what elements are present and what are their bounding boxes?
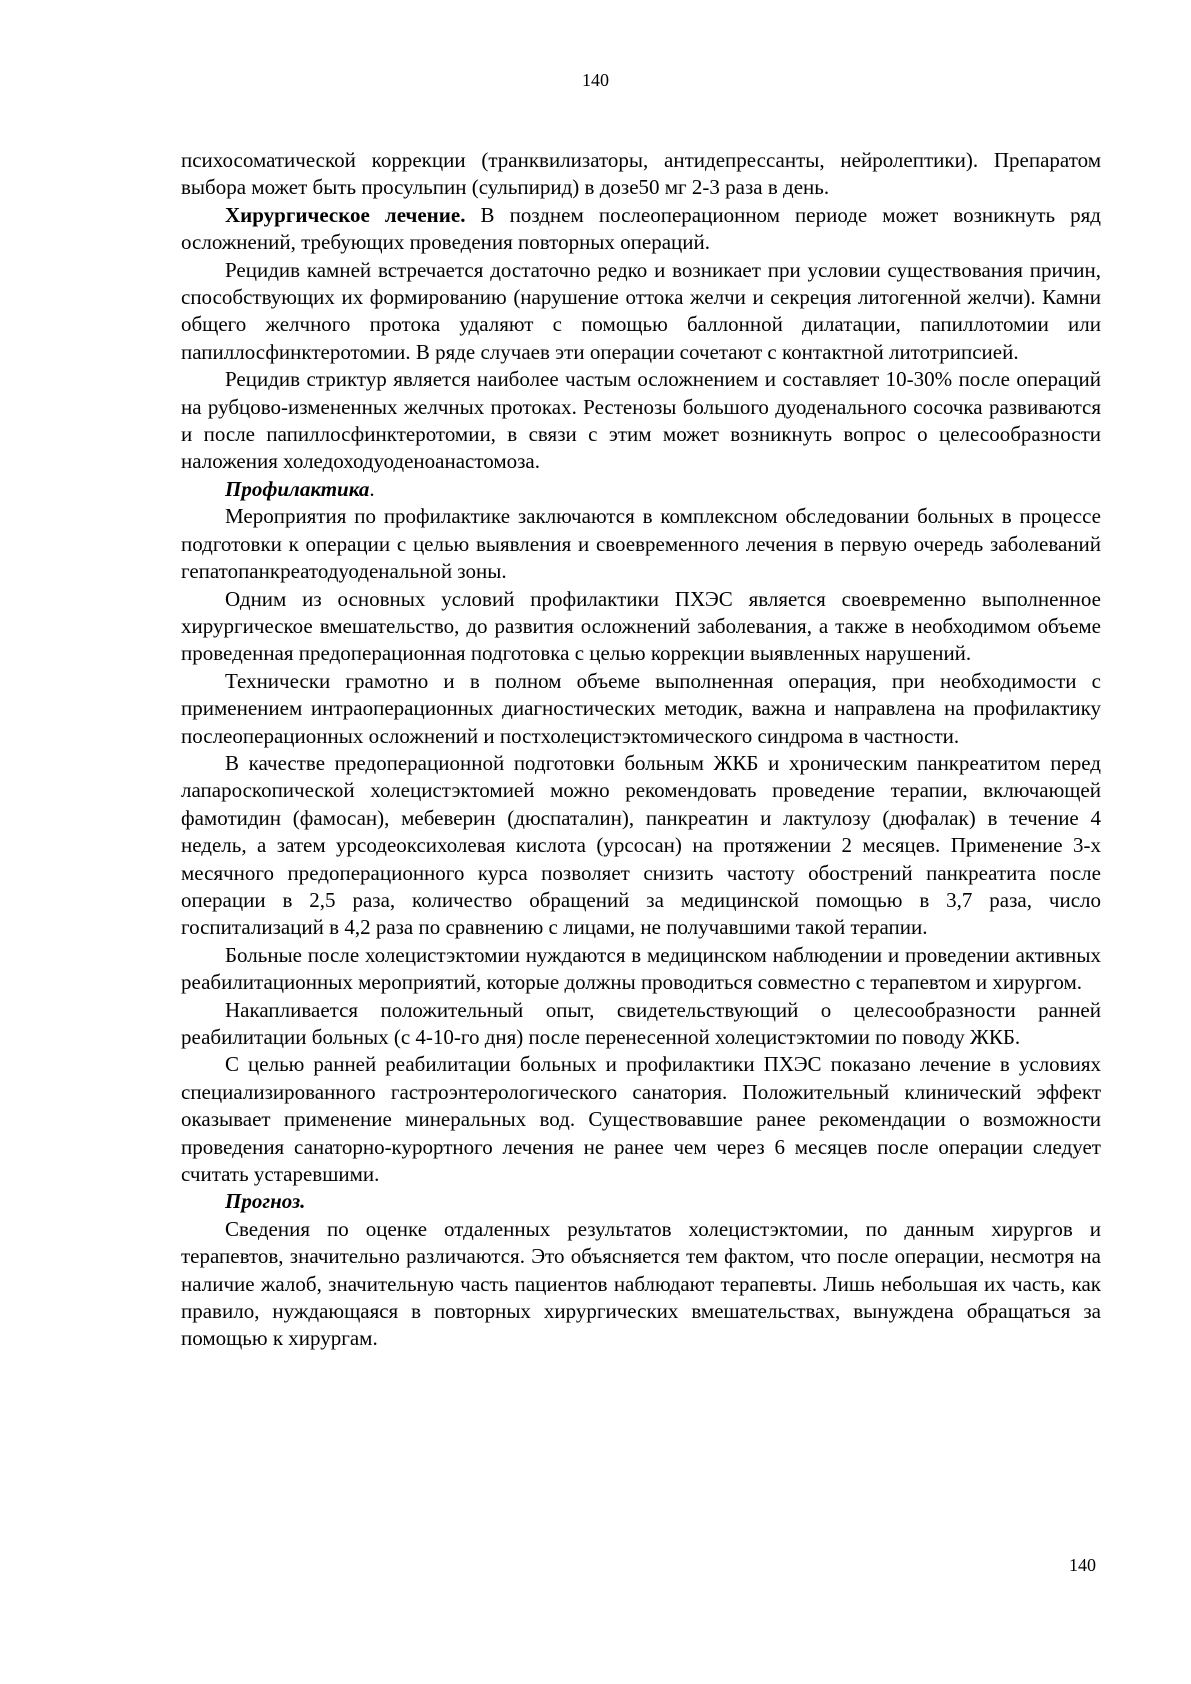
page-number-bottom: 140 [1069, 1555, 1096, 1575]
paragraph-prognosis: Сведения по оценке отдаленных результатов холецистэктомии, по данным хирургов и терапевтов, значительно различаются. Это объясняется тем фактом, что после операции, несмотря на наличие жалоб, значительную часть пациентов наблюдают терапевты. Лишь небольшая их часть, как правило, нуждающаяся в повторных хирургических вмешательствах, вынуждена обращаться за помощью к хирургам. [181, 1216, 1101, 1351]
paragraph-preoperative-preparation: В качестве предоперационной подготовки больным ЖКБ и хроническим панкреатитом перед лапароскопической холецистэктомией можно рекомендовать проведение терапии, включающей фамотидин (фамосан), мебеверин (дюспаталин), панкреатин и лактулозу (дюфалак) в течение 4 недель, а затем урсодеоксихолевая кислота (урсосан) на протяжении 2 месяцев. Применение 3-х месячного предоперационного курса позволяет снизить частоту обострений панкреатита после операции в 2,5 раза, количество обращений за медицинской помощью в 3,7 раза, число госпитализаций в 4,2 раза по сравнению с лицами, не получавшими такой терапии. [181, 750, 1101, 940]
paragraph-prophylaxis-conditions: Одним из основных условий профилактики ПХЭС является своевременно выполненное хирургическое вмешательство, до развития осложнений заболевания, а также в необходимом объеме проведенная предоперационная подготовка с целью коррекции выявленных нарушений. [181, 586, 1101, 666]
paragraph-stricture-recurrence: Рецидив стриктур является наиболее частым осложнением и составляет 10-30% после операций на рубцово-измененных желчных протоках. Рестенозы большого дуоденального сосочка развиваются и после папиллосфинктеротомии, в связи с этим может возникнуть вопрос о целесообразности наложения холедоходуоденоанастомоза. [181, 367, 1101, 474]
run-in-heading-surgical: Хирургическое лечение. [225, 202, 466, 227]
paragraph-surgical-treatment [181, 202, 1101, 257]
page-number-top: 140 [582, 70, 609, 90]
body-text [181, 147, 1101, 1353]
paragraph-surgical-text: В позднем послеоперационном периоде может возникнуть ряд осложнений, требующих проведения повторных операций. [181, 202, 1101, 255]
paragraph-patient-observation: Больные после холецистэктомии нуждаются в медицинском наблюдении и проведении активных реабилитационных мероприятий, которые должны проводиться совместно с терапевтом и хирургом. [181, 942, 1101, 995]
heading-prophylaxis-dot: . [369, 476, 375, 501]
paragraph-sanatorium-treatment: С целью ранней реабилитации больных и профилактики ПХЭС показано лечение в условиях специализированного гастроэнтерологического санатория. Положительный клинический эффект оказывает применение минеральных вод. Существовавшие ранее рекомендации о возможности проведения санаторно-курортного лечения не ранее чем через 6 месяцев после операции следует считать устаревшими. [181, 1052, 1101, 1187]
paragraph-technical-operation: Технически грамотно и в полном объеме выполненная операция, при необходимости с применением интраоперационных диагностических методик, важна и направлена на профилактику послеоперационных осложнений и постхолецистэктомического синдрома в частности. [181, 668, 1101, 748]
paragraph-stone-recurrence: Рецидив камней встречается достаточно редко и возникает при условии существования причин, способствующих их формированию (нарушение оттока желчи и секреция литогенной желчи). Камни общего желчного протока удаляют с помощью баллонной дилатации, папиллотомии или папиллосфинктеротомии. В ряде случаев эти операции сочетают с контактной литотрипсией. [181, 257, 1101, 364]
section-heading-prognosis: Прогноз. [225, 1189, 306, 1214]
paragraph-prophylaxis-measures: Мероприятия по профилактике заключаются в комплексном обследовании больных в процессе подготовки к операции с целью выявления и своевременного лечения в первую очередь заболеваний гепатопанкреатодуоденальной зоны. [181, 504, 1101, 584]
paragraph-continuation: психосоматической коррекции (транквилизаторы, антидепрессанты, нейролептики). Препаратом выбора может быть просульпин (сульпирид) в дозе50 мг 2-3 раза в день. [181, 148, 1101, 200]
heading-prophylaxis-text: Профилактика [225, 476, 370, 501]
section-heading-prophylaxis [181, 476, 1101, 503]
paragraph-early-rehabilitation: Накапливается положительный опыт, свидетельствующий о целесообразности ранней реабилитации больных (с 4-10-го дня) после перенесенной холецистэктомии по поводу ЖКБ. [181, 997, 1101, 1049]
